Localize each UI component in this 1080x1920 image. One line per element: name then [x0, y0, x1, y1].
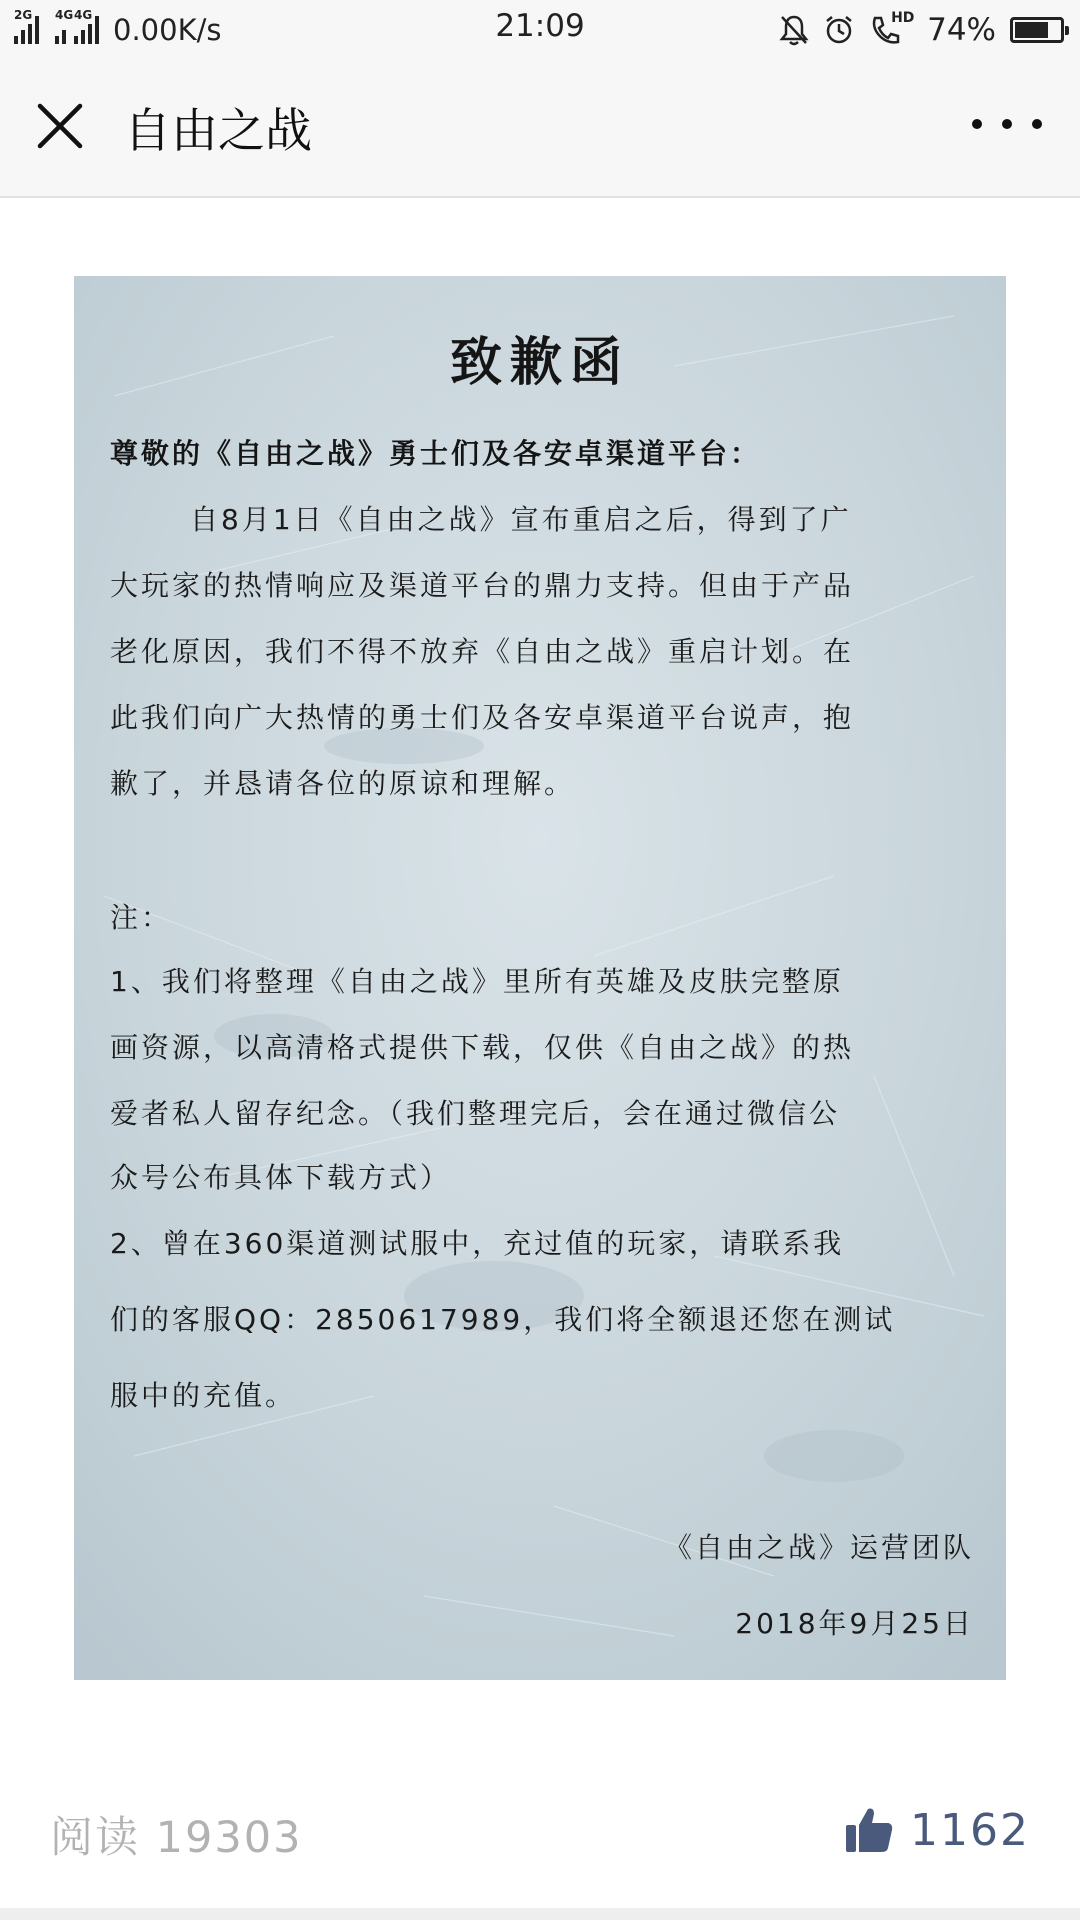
network-type-1: 2G	[14, 8, 33, 22]
article-footer	[0, 1790, 1080, 1870]
letter-note-line: 服中的充值。	[110, 1379, 297, 1412]
hd-label: HD	[891, 10, 915, 26]
letter-note-line: 1、我们将整理《自由之战》里所有英雄及皮肤完整原	[110, 965, 844, 998]
apology-letter-image	[74, 276, 1006, 1680]
letter-greeting: 尊敬的《自由之战》勇士们及各安卓渠道平台：	[110, 437, 762, 470]
more-dots-icon	[972, 119, 982, 129]
like-count: 1162	[910, 1804, 1030, 1856]
close-icon	[30, 96, 90, 156]
letter-content	[74, 276, 1006, 1680]
battery-percent: 74%	[927, 12, 996, 48]
like-button[interactable]	[844, 1800, 1030, 1860]
network-type-2: 4G	[55, 8, 74, 22]
letter-note-label: 注：	[110, 901, 173, 934]
nav-bar	[0, 58, 1080, 198]
letter-signature: 《自由之战》运营团队	[663, 1531, 974, 1564]
letter-note-line: 2、曾在360渠道测试服中，充过值的玩家，请联系我	[110, 1227, 845, 1260]
alarm-icon	[823, 14, 855, 46]
read-count: 阅读 19303	[50, 1813, 303, 1863]
status-bar	[0, 0, 1080, 58]
letter-note-line: 众号公布具体下载方式）	[110, 1161, 452, 1194]
letter-date: 2018年9月25日	[735, 1607, 974, 1640]
letter-note-line: 爱者私人留存纪念。（我们整理完后，会在通过微信公	[110, 1097, 841, 1130]
letter-body-line: 大玩家的热情响应及渠道平台的鼎力支持。但由于产品	[110, 569, 855, 602]
letter-note-line: 们的客服QQ：2850617989，我们将全额退还您在测试	[110, 1303, 896, 1336]
network-speed: 0.00K/s	[113, 13, 222, 47]
bottom-strip	[0, 1908, 1080, 1920]
letter-body-line: 老化原因，我们不得不放弃《自由之战》重启计划。在	[110, 635, 855, 668]
letter-body-line: 歉了，并恳请各位的原谅和理解。	[110, 767, 576, 800]
mute-bell-icon	[779, 14, 809, 46]
close-button[interactable]	[30, 96, 90, 156]
thumbs-up-icon	[844, 1805, 894, 1855]
page-title: 自由之战	[124, 104, 312, 159]
network-type-3: 4G	[74, 8, 93, 22]
letter-body-line: 此我们向广大热情的勇士们及各安卓渠道平台说声，抱	[110, 701, 855, 734]
more-button[interactable]	[972, 104, 1042, 144]
letter-body-line: 自8月1日《自由之战》宣布重启之后，得到了广	[190, 503, 852, 536]
letter-title: 致歉函	[449, 333, 630, 393]
hd-call-icon	[869, 10, 915, 46]
letter-note-line: 画资源，以高清格式提供下载，仅供《自由之战》的热	[110, 1031, 855, 1064]
clock: 21:09	[495, 8, 585, 44]
battery-icon	[1010, 17, 1064, 43]
status-right	[779, 8, 1064, 52]
